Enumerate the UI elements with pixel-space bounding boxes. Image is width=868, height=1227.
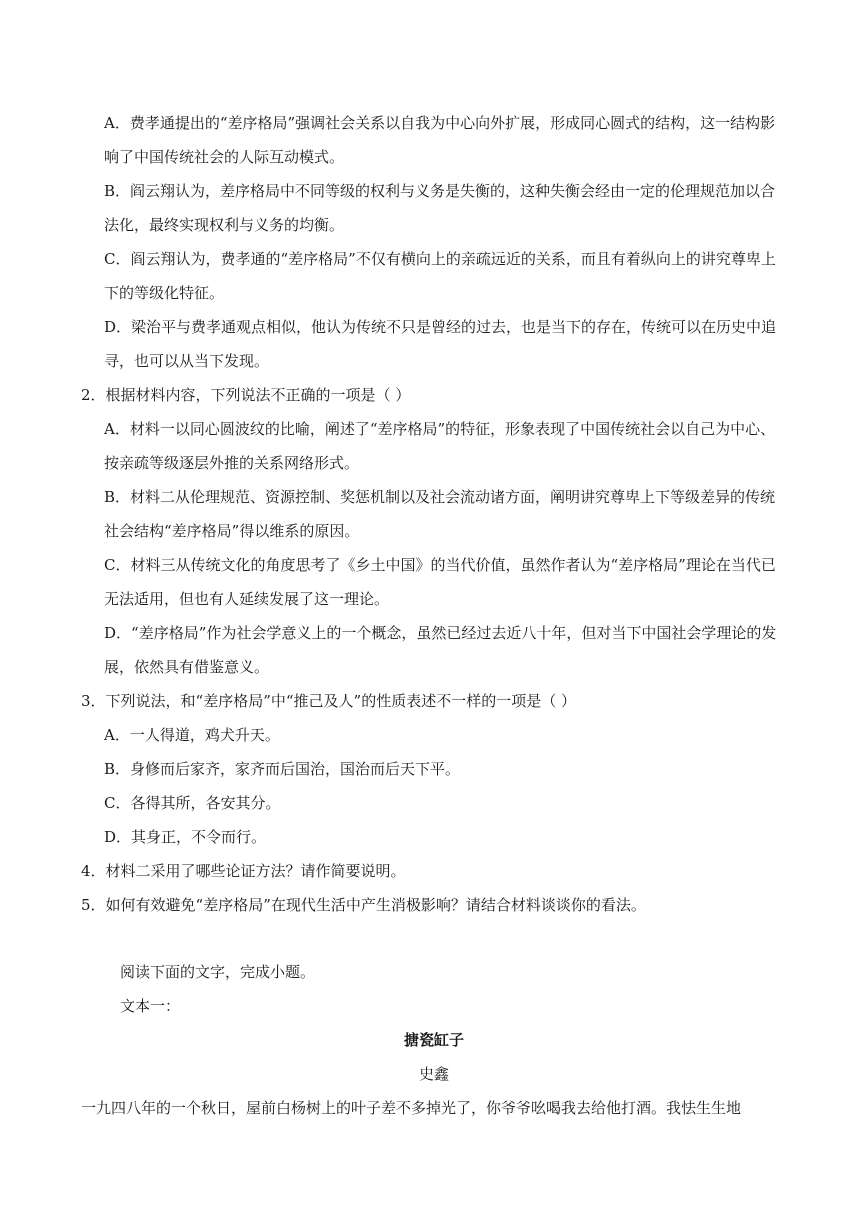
article-first-line: 一九四八年的一个秋日，屋前白杨树上的叶子差不多掉光了，你爷爷吆喝我去给他打酒。我怯生生地 [81, 1099, 742, 1117]
q3-option-a: A．一人得道，鸡犬升天。 [104, 726, 280, 744]
q1-option-a-line2: 响了中国传统社会的人际互动模式。 [104, 148, 345, 166]
q2-option-b-line2: 社会结构“差序格局”得以维系的原因。 [104, 522, 360, 540]
text-label: 文本一： [120, 997, 181, 1015]
q2-option-a-line1: A．材料一以同心圆波纹的比喻，阐述了“差序格局”的特征，形象表现了中国传统社会以自己为中心、 [104, 420, 776, 438]
q2-option-b-line1: B．材料二从伦理规范、资源控制、奖惩机制以及社会流动诸方面，阐明讲究尊卑上下等级差异的传统 [104, 488, 776, 506]
q3-stem: 3．下列说法，和“差序格局”中“推己及人”的性质表述不一样的一项是（ ） [81, 692, 576, 710]
q2-option-c-line1: C．材料三从传统文化的角度思考了《乡土中国》的当代价值，虽然作者认为“差序格局”理论在当代已 [104, 556, 776, 574]
q1-option-a-line1: A．费孝通提出的“差序格局”强调社会关系以自我为中心向外扩展，形成同心圆式的结构，这一结构影 [104, 114, 776, 132]
q2-option-c-line2: 无法适用，但也有人延续发展了这一理论。 [104, 590, 390, 608]
q2-option-d-line2: 展，依然具有借鉴意义。 [104, 658, 270, 676]
q2-option-d-line1: D．“差序格局”作为社会学意义上的一个概念，虽然已经过去近八十年，但对当下中国社会学理论的发 [104, 624, 777, 642]
q1-option-b-line1: B．阎云翔认为，差序格局中不同等级的权利与义务是失衡的，这种失衡会经由一定的伦理规范加以合 [104, 182, 776, 200]
article-author: 史鑫 [418, 1065, 449, 1083]
q1-option-d-line1: D．梁治平与费孝通观点相似，他认为传统不只是曾经的过去，也是当下的存在，传统可以在历史中追 [104, 318, 777, 336]
q4-stem: 4．材料二采用了哪些论证方法？请作简要说明。 [81, 862, 406, 880]
q3-option-b: B．身修而后家齐，家齐而后国治，国治而后天下平。 [104, 760, 461, 778]
q1-option-d-line2: 寻，也可以从当下发现。 [104, 352, 270, 370]
q2-stem: 2．根据材料内容，下列说法不正确的一项是（ ） [81, 386, 411, 404]
q1-option-b-line2: 法化，最终实现权利与义务的均衡。 [104, 216, 345, 234]
q3-option-c: C．各得其所，各安其分。 [104, 794, 281, 812]
reading-instruction: 阅读下面的文字，完成小题。 [120, 963, 316, 981]
q1-option-c-line1: C．阎云翔认为，费孝通的“差序格局”不仅有横向上的亲疏远近的关系，而且有着纵向上的讲究尊卑上 [104, 250, 776, 268]
article-title: 搪瓷缸子 [403, 1031, 464, 1049]
q2-option-a-line2: 按亲疏等级逐层外推的关系网络形式。 [104, 454, 360, 472]
q5-stem: 5．如何有效避免“差序格局”在现代生活中产生消极影响？请结合材料谈谈你的看法。 [81, 896, 646, 914]
q3-option-d: D．其身正，不令而行。 [104, 828, 267, 846]
q1-option-c-line2: 下的等级化特征。 [104, 284, 225, 302]
